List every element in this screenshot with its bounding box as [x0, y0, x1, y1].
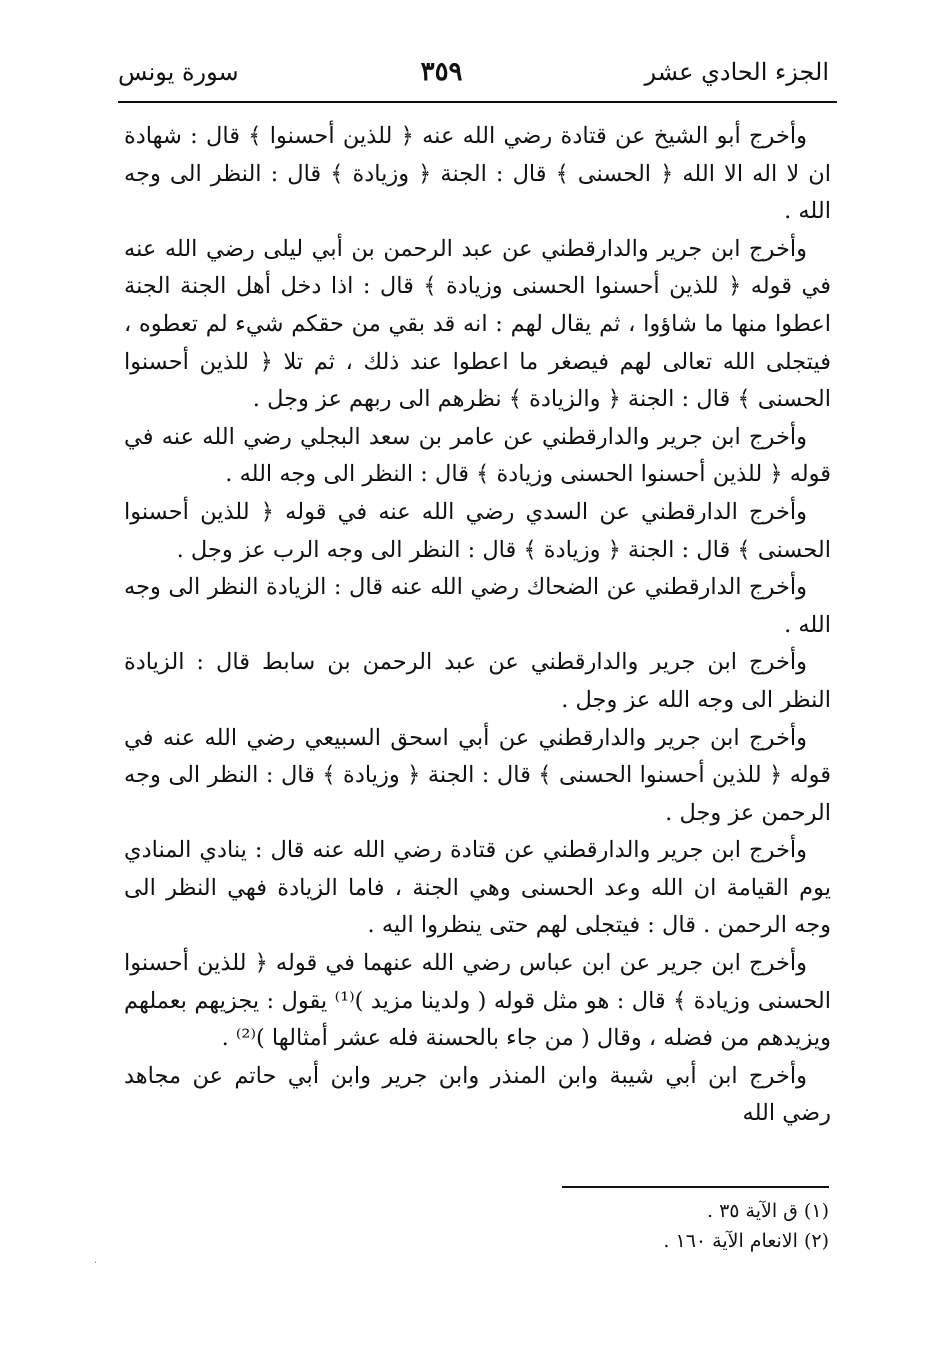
paragraph: وأخرج ابن جرير والدارقطني عن عبد الرحمن بن أبي ليلى رضي الله عنه في قوله ﴿ للذين أحسنوا الحسنى وزيادة ﴾ قال : اذا دخل أهل الجنة الجنة اعطوا منها ما شاؤوا ، ثم يقال لهم : انه قد بقي من حقكم شيء لم تعطوه ، فيتجلى الله تعالى لهم فيصغر ما اعطوا عند ذلك ، ثم تلا ﴿ للذين أحسنوا الحسنى ﴾ قال : الجنة ﴿ والزيادة ﴾ نظرهم الى ربهم عز وجل . — [124, 235, 831, 413]
header-divider — [118, 101, 837, 103]
paragraph: وأخرج الدارقطني عن السدي رضي الله عنه في قوله ﴿ للذين أحسنوا الحسنى ﴾ قال : الجنة ﴿ وزيادة ﴾ قال : النظر الى وجه الرب عز وجل . — [124, 498, 831, 563]
paragraph: وأخرج أبو الشيخ عن قتادة رضي الله عنه ﴿ للذين أحسنوا ﴾ قال : شهادة ان لا اله الا الله ﴿ الحسنى ﴾ قال : الجنة ﴿ وزيادة ﴾ قال : النظر الى وجه الله . — [124, 123, 831, 225]
paragraph: وأخرج ابن أبي شيبة وابن المنذر وابن جرير وابن أبي حاتم عن مجاهد رضي الله — [124, 1062, 831, 1127]
paragraph: وأخرج ابن جرير والدارقطني عن قتادة رضي الله عنه قال : ينادي المنادي يوم القيامة ان الله وعد الحسنى وهي الجنة ، فاما الزيادة فهي النظر الى وجه الرحمن . قال : فيتجلى لهم حتى ينظروا اليه . — [124, 837, 831, 939]
page-header — [118, 52, 829, 92]
paragraph: وأخرج ابن جرير والدارقطني عن عامر بن سعد البجلي رضي الله عنه في قوله ﴿ للذين أحسنوا الحسنى وزيادة ﴾ قال : النظر الى وجه الله . — [124, 423, 831, 488]
paragraph: وأخرج ابن جرير والدارقطني عن عبد الرحمن بن سابط قال : الزيادة النظر الى وجه الله عز وجل . — [124, 649, 831, 713]
paragraph: وأخرج ابن جرير والدارقطني عن أبي اسحق السبيعي رضي الله عنه في قوله ﴿ للذين أحسنوا الحسنى ﴾ قال : الجنة ﴿ وزيادة ﴾ قال : النظر الى وجه الرحمن عز وجل . — [124, 724, 831, 826]
scan-speck: · — [94, 1258, 98, 1269]
page-number: ٣٥٩ — [420, 57, 463, 87]
paragraph: وأخرج الدارقطني عن الضحاك رضي الله عنه قال : الزيادة النظر الى وجه الله . — [124, 574, 831, 638]
paragraph: وأخرج ابن جرير عن ابن عباس رضي الله عنهما في قوله ﴿ للذين أحسنوا الحسنى وزيادة ﴾ قال : هو مثل قوله ( ولدينا مزيد )⁽¹⁾ يقول : يجزيهم بعملهم ويزيدهم من فضله ، وقال ( من جاء بالحسنة فله عشر أمثالها )⁽²⁾ . — [124, 950, 831, 1052]
part-title: الجزء الحادي عشر — [644, 58, 829, 86]
surah-title: سورة يونس — [118, 58, 239, 86]
footnote: (١) ق الآية ٣٥ . — [706, 1200, 829, 1222]
main-text — [124, 118, 831, 1133]
footnotes — [400, 1196, 829, 1256]
footnote: (٢) الانعام الآية ١٦٠ . — [663, 1230, 829, 1252]
footnote-divider — [562, 1186, 829, 1188]
